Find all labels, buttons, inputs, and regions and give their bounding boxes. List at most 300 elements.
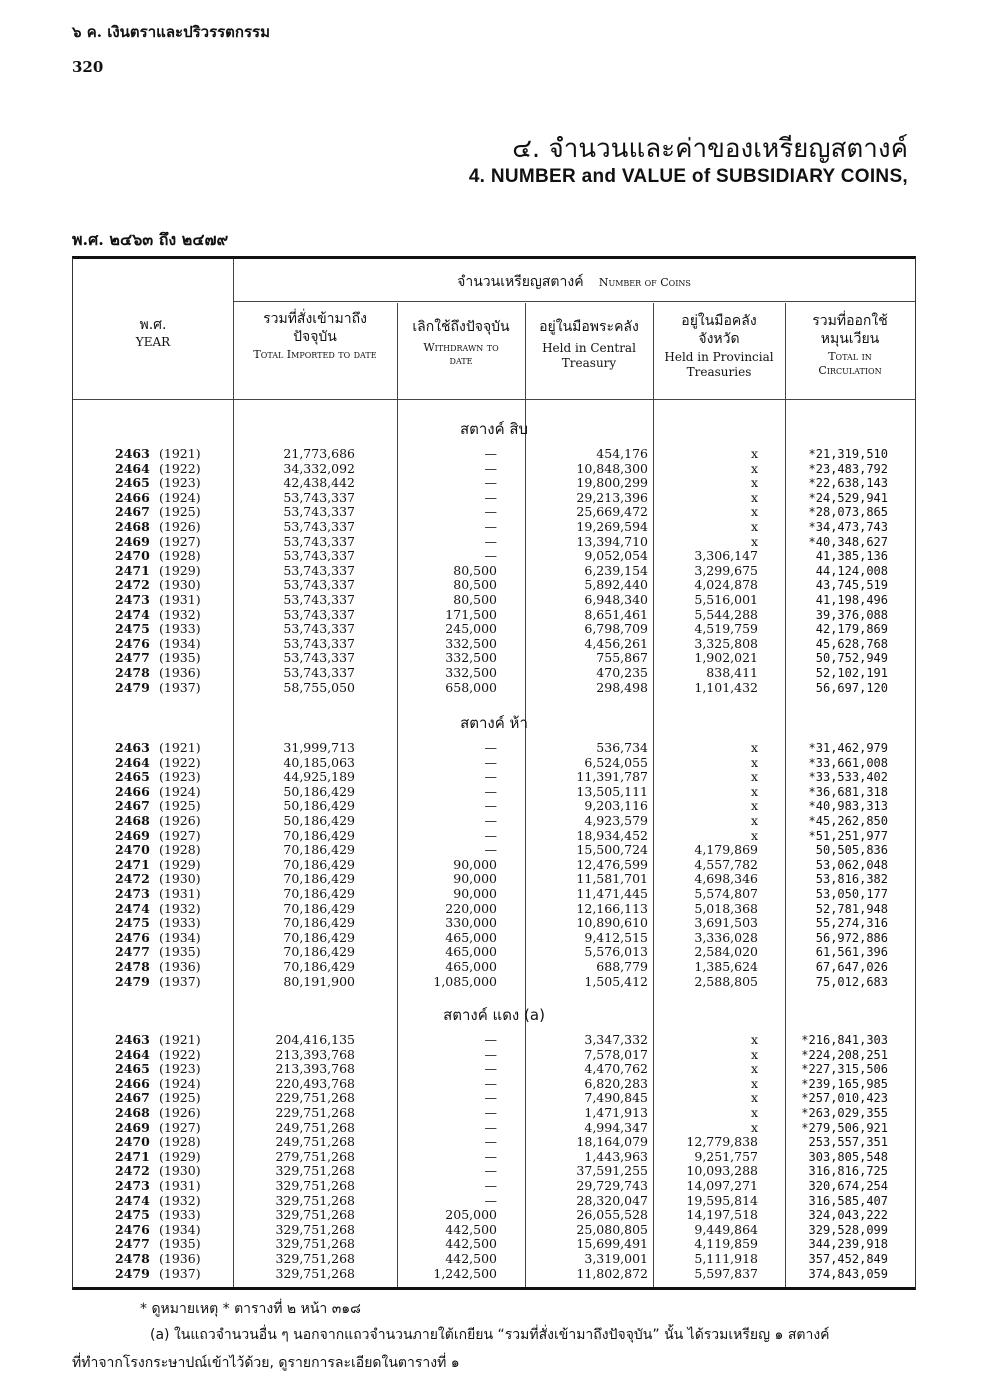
year-be-cell: 2465: [115, 1061, 150, 1077]
total-circulation-cell: 324,043,222: [808, 1208, 888, 1223]
table-row: [73, 829, 915, 844]
total-imported-cell: 70,186,429: [283, 915, 355, 931]
year-be-cell: 2474: [115, 900, 150, 916]
total-imported-cell: 44,925,189: [283, 769, 355, 785]
total-circulation-cell: 41,198,496: [815, 593, 888, 607]
held-provincial-cell: x: [750, 519, 758, 534]
withdrawn-cell: 332,500: [445, 650, 497, 666]
year-be-cell: 2472: [115, 577, 150, 593]
total-circulation-cell: 316,816,725: [808, 1164, 888, 1179]
year-be-cell: 2468: [115, 519, 150, 534]
total-imported-cell: 229,751,268: [275, 1090, 355, 1106]
total-imported-cell: 70,186,429: [283, 856, 355, 872]
year-be-cell: 2470: [115, 548, 150, 564]
total-circulation-cell: 50,752,949: [815, 651, 888, 666]
year-ad-cell: (1927): [159, 1119, 201, 1135]
year-ad-cell: (1931): [159, 1178, 201, 1193]
year-ad-cell: (1932): [159, 900, 201, 916]
total-circulation-cell: *36,681,318: [808, 784, 888, 799]
held-provincial-cell: 4,698,346: [694, 871, 758, 887]
provincial-treasuries-header-en: Held in Provincial Treasuries: [664, 350, 774, 379]
year-be-cell: 2463: [115, 446, 150, 461]
year-be-cell: 2464: [115, 460, 150, 476]
held-central-cell: 9,203,116: [584, 798, 648, 814]
imported-header-thai: รวมที่สั่งเข้ามาถึงปัจจุบัน: [263, 311, 367, 345]
year-ad-cell: (1936): [159, 959, 201, 974]
provincial-treasuries-header: [655, 313, 783, 380]
withdrawn-cell: 332,500: [445, 665, 497, 680]
year-be-cell: 2466: [115, 783, 150, 799]
year-be-cell: 2465: [115, 475, 150, 491]
held-central-cell: 15,699,491: [576, 1236, 648, 1252]
withdrawn-cell: 442,500: [445, 1221, 497, 1237]
year-ad-cell: (1933): [159, 915, 201, 931]
coins-group-header-thai: จำนวนเหรียญสตางค์: [457, 274, 584, 290]
section-title: สตางค์ สิบ: [459, 420, 529, 438]
held-central-cell: 1,443,963: [584, 1148, 648, 1164]
total-imported-cell: 21,773,686: [283, 446, 355, 461]
year-be-cell: 2476: [115, 635, 150, 651]
year-ad-cell: (1934): [159, 929, 201, 945]
table-row: [73, 785, 915, 800]
withdrawn-cell: —: [484, 504, 497, 520]
total-imported-cell: 329,751,268: [275, 1207, 355, 1223]
year-be-cell: 2478: [115, 959, 150, 974]
held-provincial-cell: 1,385,624: [694, 959, 758, 974]
total-circulation-cell: 316,585,407: [808, 1193, 888, 1208]
withdrawn-cell: —: [484, 1119, 497, 1135]
held-provincial-cell: 838,411: [706, 665, 758, 680]
withdrawn-cell: 1,242,500: [433, 1265, 497, 1281]
table-row: [73, 1048, 915, 1063]
table-row: [73, 666, 915, 681]
held-provincial-cell: 3,336,028: [694, 929, 758, 945]
total-imported-cell: 53,743,337: [283, 519, 355, 534]
total-circulation-cell: *24,529,941: [808, 490, 888, 505]
table-row: [73, 622, 915, 637]
year-ad-cell: (1930): [159, 1163, 201, 1179]
footnote-a: (a) ในแถวจำนวนอื่น ๆ นอกจากแถวจำนวนภายใต้เกยียน “รวมที่สั่งเข้ามาถึงปัจจุบัน” นั้น ได้รวมเหรียญ ๑ สตางค์: [150, 1327, 830, 1343]
total-imported-cell: 329,751,268: [275, 1178, 355, 1193]
year-ad-cell: (1923): [159, 475, 201, 491]
year-be-cell: 2477: [115, 944, 150, 960]
year-be-cell: 2468: [115, 1105, 150, 1120]
total-imported-cell: 53,743,337: [283, 533, 355, 549]
year-ad-cell: (1929): [159, 562, 201, 578]
total-circulation-cell: 329,528,099: [808, 1222, 888, 1237]
year-header-thai: พ.ศ.: [139, 317, 167, 333]
withdrawn-cell: —: [484, 1105, 497, 1120]
year-be-cell: 2474: [115, 1192, 150, 1208]
total-imported-cell: 229,751,268: [275, 1105, 355, 1120]
total-imported-cell: 70,186,429: [283, 827, 355, 843]
header-bottom-rule: [73, 399, 915, 400]
table-row: [73, 1077, 915, 1092]
withdrawn-header: [399, 319, 523, 368]
year-ad-cell: (1933): [159, 1207, 201, 1223]
total-imported-cell: 329,751,268: [275, 1265, 355, 1281]
table-row: [73, 1208, 915, 1223]
total-imported-cell: 53,743,337: [283, 621, 355, 637]
withdrawn-cell: —: [484, 1046, 497, 1062]
withdrawn-cell: —: [484, 1163, 497, 1179]
table-row: [73, 1033, 915, 1048]
total-circulation-cell: *45,262,850: [808, 814, 888, 828]
held-central-cell: 3,319,001: [584, 1251, 648, 1266]
running-head: ๖ ค. เงินตราและปริวรรตกรรม: [72, 23, 271, 41]
total-imported-cell: 58,755,050: [283, 679, 355, 695]
year-ad-cell: (1922): [159, 754, 201, 770]
held-provincial-cell: 2,584,020: [694, 944, 758, 960]
year-be-cell: 2479: [115, 1265, 150, 1281]
total-imported-cell: 53,743,337: [283, 489, 355, 505]
total-circulation-cell: 43,745,519: [815, 578, 888, 593]
total-circulation-cell: 67,647,026: [815, 960, 888, 974]
withdrawn-cell: —: [484, 1075, 497, 1091]
year-be-cell: 2473: [115, 592, 150, 607]
year-ad-cell: (1925): [159, 1090, 201, 1106]
total-imported-cell: 50,186,429: [283, 783, 355, 799]
year-be-cell: 2467: [115, 798, 150, 814]
year-be-cell: 2465: [115, 769, 150, 785]
central-treasury-header-thai: อยู่ในมือพระคลัง: [539, 319, 639, 335]
year-be-cell: 2475: [115, 1207, 150, 1223]
withdrawn-cell: 90,000: [453, 856, 497, 872]
total-circulation-cell: *51,251,977: [808, 828, 888, 843]
held-provincial-cell: x: [750, 1119, 758, 1135]
total-imported-cell: 53,743,337: [283, 562, 355, 578]
total-circulation-cell: 344,239,918: [808, 1237, 888, 1252]
held-central-cell: 5,576,013: [584, 944, 648, 960]
withdrawn-cell: 80,500: [453, 577, 497, 593]
held-central-cell: 454,176: [596, 446, 648, 461]
held-central-cell: 13,394,710: [576, 533, 648, 549]
year-ad-cell: (1935): [159, 650, 201, 666]
held-provincial-cell: x: [750, 446, 758, 461]
held-provincial-cell: 3,306,147: [694, 548, 758, 564]
total-imported-cell: 53,743,337: [283, 606, 355, 622]
held-central-cell: 1,471,913: [584, 1105, 648, 1120]
table-row: [73, 462, 915, 477]
year-ad-cell: (1927): [159, 827, 201, 843]
held-central-cell: 12,476,599: [576, 856, 648, 872]
table-row: [73, 608, 915, 623]
year-ad-cell: (1924): [159, 489, 201, 505]
withdrawn-cell: —: [484, 1192, 497, 1208]
year-ad-cell: (1925): [159, 504, 201, 520]
table-row: [73, 770, 915, 785]
held-provincial-cell: 5,018,368: [694, 900, 758, 916]
total-circulation-cell: *28,073,865: [808, 505, 888, 520]
held-provincial-cell: 10,093,288: [686, 1163, 758, 1179]
held-provincial-cell: 5,597,837: [694, 1265, 758, 1281]
total-imported-cell: 53,743,337: [283, 665, 355, 680]
table-row: [73, 637, 915, 652]
held-central-cell: 4,456,261: [584, 635, 648, 651]
total-circulation-cell: *33,533,402: [808, 770, 888, 785]
held-central-cell: 19,269,594: [576, 519, 648, 534]
withdrawn-cell: —: [484, 827, 497, 843]
year-ad-cell: (1934): [159, 635, 201, 651]
withdrawn-cell: 245,000: [445, 621, 497, 637]
total-imported-cell: 279,751,268: [275, 1148, 355, 1164]
total-circulation-cell: 56,697,120: [815, 680, 888, 695]
year-ad-cell: (1926): [159, 1105, 201, 1120]
central-treasury-header: [527, 319, 651, 371]
coins-group-header-en: Number of Coins: [598, 276, 691, 289]
year-ad-cell: (1922): [159, 1046, 201, 1062]
withdrawn-cell: 332,500: [445, 635, 497, 651]
table-row: [73, 549, 915, 564]
held-provincial-cell: x: [750, 489, 758, 505]
imported-header-en: Total Imported to date: [253, 348, 377, 361]
held-central-cell: 5,892,440: [584, 577, 648, 593]
held-central-cell: 8,651,461: [584, 606, 648, 622]
year-be-cell: 2467: [115, 504, 150, 520]
held-central-cell: 18,934,452: [576, 827, 648, 843]
total-imported-cell: 50,186,429: [283, 798, 355, 814]
total-circulation-cell: 53,062,048: [815, 857, 888, 872]
year-ad-cell: (1923): [159, 769, 201, 785]
year-ad-cell: (1935): [159, 1236, 201, 1252]
circulation-header-en: Total in Circulation: [818, 350, 882, 377]
year-ad-cell: (1936): [159, 1251, 201, 1266]
held-central-cell: 29,729,743: [576, 1178, 648, 1193]
total-circulation-cell: *23,483,792: [808, 461, 888, 476]
year-be-cell: 2466: [115, 1075, 150, 1091]
table-title-english: 4. NUMBER and VALUE of SUBSIDIARY COINS,: [468, 166, 908, 187]
table-row: [73, 1091, 915, 1106]
year-header-en: YEAR: [135, 334, 171, 349]
year-ad-cell: (1922): [159, 460, 201, 476]
total-circulation-cell: 44,124,008: [815, 563, 888, 578]
held-central-cell: 18,164,079: [576, 1134, 648, 1150]
withdrawn-cell: —: [484, 460, 497, 476]
year-ad-cell: (1935): [159, 944, 201, 960]
year-ad-cell: (1921): [159, 446, 201, 461]
held-central-cell: 11,581,701: [576, 871, 648, 887]
table-row: [73, 1062, 915, 1077]
table-row: [73, 887, 915, 902]
table-row: [73, 945, 915, 960]
total-imported-cell: 53,743,337: [283, 548, 355, 564]
table-row: [73, 1267, 915, 1282]
year-ad-cell: (1928): [159, 842, 201, 858]
table-row: [73, 916, 915, 931]
table-row: [73, 564, 915, 579]
held-central-cell: 1,505,412: [584, 973, 648, 989]
held-provincial-cell: 5,516,001: [694, 592, 758, 607]
held-central-cell: 4,923,579: [584, 813, 648, 828]
held-provincial-cell: x: [750, 1090, 758, 1106]
withdrawn-cell: —: [484, 489, 497, 505]
held-central-cell: 37,591,255: [576, 1163, 648, 1179]
year-be-cell: 2464: [115, 754, 150, 770]
table-row: [73, 491, 915, 506]
total-circulation-cell: 53,050,177: [815, 887, 888, 901]
table-row: [73, 476, 915, 491]
year-ad-cell: (1928): [159, 548, 201, 564]
year-ad-cell: (1932): [159, 606, 201, 622]
year-ad-cell: (1926): [159, 813, 201, 828]
held-central-cell: 4,470,762: [584, 1061, 648, 1077]
held-provincial-cell: 3,691,503: [694, 915, 758, 931]
year-header: [73, 317, 233, 350]
withdrawn-cell: —: [484, 798, 497, 814]
year-be-cell: 2471: [115, 562, 150, 578]
table-row: [73, 741, 915, 756]
held-central-cell: 9,412,515: [584, 929, 648, 945]
held-central-cell: 7,578,017: [584, 1046, 648, 1062]
year-be-cell: 2477: [115, 1236, 150, 1252]
held-central-cell: 25,669,472: [576, 504, 648, 520]
withdrawn-cell: —: [484, 1061, 497, 1077]
held-central-cell: 6,524,055: [584, 754, 648, 770]
withdrawn-cell: —: [484, 783, 497, 799]
held-central-cell: 25,080,805: [576, 1221, 648, 1237]
total-circulation-cell: *33,661,008: [808, 755, 888, 770]
held-central-cell: 26,055,528: [576, 1207, 648, 1223]
total-circulation-cell: 41,385,136: [815, 549, 888, 564]
total-imported-cell: 53,743,337: [283, 504, 355, 520]
year-be-cell: 2479: [115, 973, 150, 989]
total-imported-cell: 70,186,429: [283, 842, 355, 858]
total-circulation-cell: *34,473,743: [808, 520, 888, 534]
table-row: [73, 651, 915, 666]
total-imported-cell: 70,186,429: [283, 871, 355, 887]
table-row: [73, 799, 915, 814]
withdrawn-cell: —: [484, 1148, 497, 1164]
withdrawn-cell: 465,000: [445, 929, 497, 945]
withdrawn-cell: —: [484, 1134, 497, 1150]
year-be-cell: 2463: [115, 1032, 150, 1047]
held-provincial-cell: x: [750, 1061, 758, 1077]
total-imported-cell: 80,191,900: [283, 973, 355, 989]
year-be-cell: 2470: [115, 842, 150, 858]
held-central-cell: 12,166,113: [576, 900, 648, 916]
total-imported-cell: 249,751,268: [275, 1119, 355, 1135]
year-be-cell: 2467: [115, 1090, 150, 1106]
table-row: [73, 1150, 915, 1165]
held-provincial-cell: 5,111,918: [694, 1251, 758, 1266]
held-provincial-cell: x: [750, 1032, 758, 1047]
year-ad-cell: (1923): [159, 1061, 201, 1077]
held-provincial-cell: 14,197,518: [686, 1207, 758, 1223]
year-be-cell: 2477: [115, 650, 150, 666]
year-ad-cell: (1937): [159, 1265, 201, 1281]
held-provincial-cell: 4,179,869: [694, 842, 758, 858]
provincial-treasuries-header-thai: อยู่ในมือคลังจังหวัด: [681, 313, 757, 347]
held-provincial-cell: x: [750, 813, 758, 828]
total-circulation-cell: 75,012,683: [815, 974, 888, 989]
table-row: [73, 931, 915, 946]
year-ad-cell: (1924): [159, 1075, 201, 1091]
held-provincial-cell: x: [750, 754, 758, 770]
held-provincial-cell: x: [750, 798, 758, 814]
year-be-cell: 2464: [115, 1046, 150, 1062]
table-row: [73, 520, 915, 535]
table-row: [73, 1135, 915, 1150]
held-central-cell: 755,867: [596, 650, 648, 666]
withdrawn-cell: 220,000: [445, 900, 497, 916]
year-be-cell: 2472: [115, 871, 150, 887]
held-central-cell: 11,471,445: [576, 886, 648, 901]
year-be-cell: 2476: [115, 1221, 150, 1237]
held-provincial-cell: 9,449,864: [694, 1221, 758, 1237]
year-ad-cell: (1921): [159, 740, 201, 755]
held-central-cell: 13,505,111: [576, 783, 648, 799]
year-be-cell: 2473: [115, 1178, 150, 1193]
year-ad-cell: (1928): [159, 1134, 201, 1150]
total-circulation-cell: 303,805,548: [808, 1149, 888, 1164]
held-central-cell: 3,347,332: [584, 1032, 648, 1047]
total-imported-cell: 70,186,429: [283, 944, 355, 960]
held-central-cell: 10,848,300: [576, 460, 648, 476]
coins-group-header: [233, 271, 915, 292]
held-provincial-cell: 1,101,432: [694, 679, 758, 695]
withdrawn-cell: —: [484, 519, 497, 534]
year-be-cell: 2469: [115, 533, 150, 549]
table-row: [73, 1106, 915, 1121]
withdrawn-cell: —: [484, 475, 497, 491]
year-ad-cell: (1932): [159, 1192, 201, 1208]
footnote-asterisk: * ดูหมายเหตุ * ตารางที่ ๒ หน้า ๓๑๘: [140, 1301, 361, 1317]
year-be-cell: 2469: [115, 827, 150, 843]
withdrawn-cell: 658,000: [445, 679, 497, 695]
held-provincial-cell: x: [750, 1075, 758, 1091]
year-be-cell: 2478: [115, 1251, 150, 1266]
total-imported-cell: 329,751,268: [275, 1163, 355, 1179]
table-title-thai: ๔. จำนวนและค่าของเหรียญสตางค์: [512, 134, 908, 164]
held-central-cell: 29,213,396: [576, 489, 648, 505]
table-row: [73, 872, 915, 887]
table-row: [73, 1237, 915, 1252]
held-central-cell: 11,391,787: [576, 769, 648, 785]
held-provincial-cell: 5,574,807: [694, 886, 758, 901]
year-ad-cell: (1929): [159, 1148, 201, 1164]
table-row: [73, 505, 915, 520]
total-circulation-cell: *216,841,303: [801, 1033, 888, 1047]
withdrawn-cell: —: [484, 813, 497, 828]
withdrawn-cell: 465,000: [445, 944, 497, 960]
footnote-a-continued: ที่ทำจากโรงกระษาปณ์เข้าไว้ด้วย, ดูรายการละเอียดในตารางที่ ๑: [72, 1355, 460, 1371]
held-central-cell: 536,734: [596, 740, 648, 755]
year-be-cell: 2468: [115, 813, 150, 828]
total-circulation-cell: 42,179,869: [815, 622, 888, 637]
total-circulation-cell: 56,972,886: [815, 930, 888, 945]
held-provincial-cell: 9,251,757: [694, 1148, 758, 1164]
total-imported-cell: 249,751,268: [275, 1134, 355, 1150]
circulation-header: [787, 313, 913, 378]
withdrawn-cell: —: [484, 1032, 497, 1047]
table-row: [73, 593, 915, 608]
table-row: [73, 535, 915, 550]
total-imported-cell: 42,438,442: [283, 475, 355, 491]
withdrawn-cell: 90,000: [453, 871, 497, 887]
year-be-cell: 2473: [115, 886, 150, 901]
held-provincial-cell: x: [750, 740, 758, 755]
held-central-cell: 10,890,610: [576, 915, 648, 931]
year-be-cell: 2474: [115, 606, 150, 622]
held-provincial-cell: x: [750, 1046, 758, 1062]
withdrawn-cell: —: [484, 1178, 497, 1193]
held-provincial-cell: x: [750, 504, 758, 520]
withdrawn-cell: 1,085,000: [433, 973, 497, 989]
held-provincial-cell: x: [750, 827, 758, 843]
held-provincial-cell: x: [750, 460, 758, 476]
withdrawn-cell: 171,500: [445, 606, 497, 622]
year-ad-cell: (1930): [159, 871, 201, 887]
